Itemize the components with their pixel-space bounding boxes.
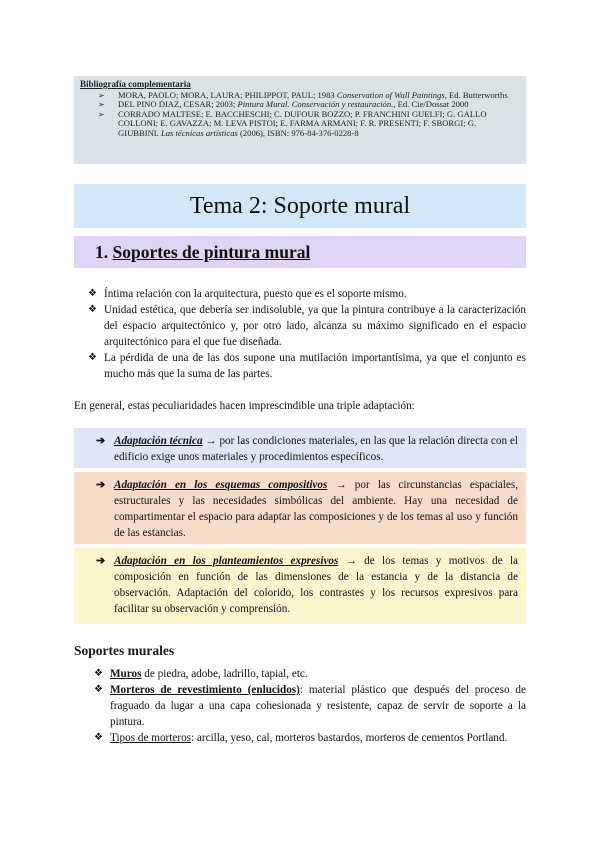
list-item: ❖ Tipos de morteros: arcilla, yeso, cal, morteros bastardos, morteros de cementos Portland. — [94, 732, 508, 744]
list-item: ❖ Muros de piedra, adobe, ladrillo, tapial, etc. — [94, 668, 308, 680]
list-item: ❖ La pérdida de una de las dos supone una mutilación importantísima, ya que el conjunto es mucho más que la suma de las partes. — [88, 352, 526, 380]
intro-paragraph: En general, estas peculiaridades hacen imprescindible una triple adaptación: — [74, 400, 415, 412]
bibliography-box — [74, 76, 526, 164]
list-item: ❖ Íntima relación con la arquitectura, puesto que es el soporte mismo. — [88, 288, 407, 300]
arrow-right-icon: ➔ — [96, 555, 106, 567]
adaptation-label: Adaptación técnica — [114, 435, 203, 447]
diamond-bullet-icon: ❖ — [88, 352, 97, 363]
arrowhead-bullet-icon: ➢ — [98, 100, 105, 110]
section-heading — [74, 236, 526, 268]
bibliography-title: Bibliografía complementaria — [80, 79, 191, 89]
bibliography-entry: ➢ DEL PINO DIAZ, CESAR; 2003; Pintura Mural. Conservación y restauración., Ed. Cie/Dossat 2000 — [98, 99, 469, 110]
supports-list — [94, 666, 526, 746]
section-number: 1. — [95, 242, 113, 262]
adaptation-label: Adaptación en los planteamientos expresivos — [114, 555, 339, 567]
arrowhead-bullet-icon: ➢ — [98, 90, 105, 100]
section-title: Soportes de pintura mural — [112, 242, 311, 262]
adaptation-compositional-box: ➔ Adaptación en los esquemas compositivos → por las circunstancias espaciales, estructurales y las necesidades simbólicas del ambiente. Hay una necesidad de compartimentar el espacio para adaptar las composiciones y de los temas al uso y función de las estancias. — [74, 472, 526, 544]
diamond-bullet-icon: ❖ — [94, 684, 103, 695]
bibliography-list — [80, 91, 518, 139]
list-item: ❖ Unidad estética, que debería ser indisoluble, ya que la pintura contribuye a la caracterización del espacio arquitectónico y, por otro lado, alcanza su máximo significado en el espacio arquitectónico para el que fue diseñada. — [88, 304, 526, 348]
arrow-right-icon: ➔ — [96, 435, 106, 447]
adaptation-expressive-box: ➔ Adaptación en los planteamientos expresivos → de los temas y motivos de la composición en función de las dimensiones de la estancia y de la distancia de observación. Adaptación del colorido, los contrastes y los recursos expresivos para facilitar su observación y comprensión. — [74, 548, 526, 624]
arrowhead-bullet-icon: ➢ — [98, 109, 105, 119]
arrow-right-icon: ➔ — [96, 479, 106, 491]
diamond-bullet-icon: ❖ — [94, 732, 103, 743]
supports-heading: Soportes murales — [74, 643, 175, 658]
adaptation-technical-box: ➔ Adaptación técnica → por las condiciones materiales, en las que la relación directa con el edificio exige unos materiales y procedimientos específicos. — [74, 428, 526, 468]
adaptation-label: Adaptación en los esquemas compositivos — [114, 479, 328, 491]
bibliography-entry: ➢ CORRADO MALTESE; E. BACCHESCHI; C. DUFOUR BOZZO; P. FRANCHINI GUELFI; G. GALLO COLLONI; E. GAVAZZA; M. LEVA PISTOI; E. FARMA ARMANI; F. R. PRESENTI; F. SBORGI; G. GIUBBINI. Las técnicas artísticas (2006), ISBN: 976-84-376-0228-8 — [98, 108, 487, 138]
diamond-bullet-icon: ❖ — [88, 288, 97, 299]
diamond-bullet-icon: ❖ — [88, 304, 97, 315]
theme-title: Tema 2: Soporte mural — [74, 184, 526, 228]
list-item: ❖ Morteros de revestimiento (enlucidos): material plástico que después del proceso de fraguado da lugar a una capa cohesionada y resistente, capaz de servir de soporte a la pintura. — [94, 684, 526, 728]
bibliography-entry: ➢ MORA, PAOLO; MORA, LAURA; PHILIPPOT, PAUL; 1983 Conservation of Wall Paintings, Ed. Butterworths — [98, 89, 508, 100]
features-list — [88, 286, 526, 382]
diamond-bullet-icon: ❖ — [94, 668, 103, 679]
